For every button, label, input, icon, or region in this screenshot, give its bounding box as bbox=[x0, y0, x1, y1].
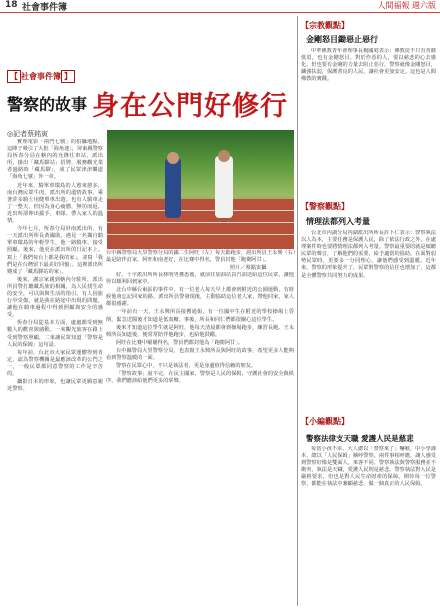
sidebar-title-religion: 金剛怒目鋤惡止惡行 bbox=[306, 35, 378, 44]
paragraph: 一年前有一天，王永興所長接獲通報，有一位國中生在附近的學校操場上昏倒，緊急送醫後才知道是低血糖。事後，所長和同仁們都很關心這位學生。 bbox=[106, 309, 294, 323]
headline-small: 警察的故事 bbox=[7, 95, 88, 114]
running-track bbox=[107, 199, 294, 249]
paragraph: 警察在民眾心中，不只是執法者，更是身邊值得信賴的朋友。 bbox=[116, 363, 257, 370]
sidebar-tag-religion: 【宗教觀點】 bbox=[301, 21, 349, 30]
runner-left-head bbox=[167, 152, 179, 164]
runner-right-head bbox=[218, 150, 230, 162]
section-name: 社會事件簿 bbox=[22, 3, 68, 13]
headline-main: 身在公門好修行 bbox=[92, 91, 288, 122]
track-lane bbox=[107, 210, 294, 211]
article-photo bbox=[107, 130, 294, 249]
photo-caption: 台中縣警察局大里警察分局的國二生阿旺（左）每天勤跑步，證出所員王永興（右）最是陪伴訂家，阿旺和南老好，在比賽中得名，警員封他「跑衛阿甘」。 bbox=[106, 250, 296, 263]
paragraph: 恆春分局從基本方面，處處都受到無數人的歡喜與感動。一來觀光旅客在路上受到警察照顧，二來讓民眾知道「警察是人民的保姆」這句話。 bbox=[7, 320, 103, 348]
masthead: 人間福報 週六版 bbox=[377, 1, 436, 10]
sidebar-tag-editor: 【小編觀點】 bbox=[301, 417, 349, 426]
sidebar-body-police bbox=[301, 230, 436, 400]
track-lane bbox=[107, 222, 294, 223]
sidebar-title-police: 情理法都列入考量 bbox=[306, 217, 370, 226]
paragraph: 攝影日本的形象，也讓民眾更願意親近警察。 bbox=[7, 379, 103, 393]
runner-left-figure bbox=[165, 158, 181, 218]
paragraph: 每年前，台北市大家民眾運體得到肯定，認為警察機關是最應該改革的公門之一，一般民眾都同意警察的工作是辛苦的。 bbox=[7, 349, 103, 377]
column-divider bbox=[297, 16, 298, 606]
paragraph: 後來才知道這位學生就是阿旺，他每天清晨都會到操場跑步，練習長跑。王永興所長知道後，便常常陪伴他跑步，也給他鼓勵。 bbox=[106, 324, 294, 338]
sidebar-body-editor bbox=[301, 446, 436, 604]
photo-credit: 照片／蔡銘寅攝 bbox=[230, 265, 267, 271]
sidebar-body-religion bbox=[301, 48, 436, 178]
paragraph: 台北市內湖分局內湖派出所所長許卜仁表示：警察執法以人為本，主要任務是保護人民，除了依法行政之外，在處理案件時也要將情理法都列入考量。警察最重要的就是傾聽民眾的聲音，了解他們的需要，給予適當的協助。在面對弱勢民眾時，更要多一分同理心，讓他們感受到溫暖。近年來，警察的形象提升了，民眾對警察的信任也增加了，這都是全體警察共同努力的成果。 bbox=[301, 230, 436, 279]
paragraph: 好，十字派出所所長林明男獲悉後，就前往加油站買汽油送給這位民眾，讓他得以順利回到家中。 bbox=[106, 272, 294, 286]
paragraph: 後來，謝宗家親到轄內分駐所，派出所員警打聽藏馬族的相關，為人民找生命的安全，可以與與生活的指引。有人因旅行中受傷，就是我在路途中出現的問題，讓他在騎車過程中得到照顧與安全的感受。 bbox=[7, 276, 103, 319]
article-column-1 bbox=[7, 139, 103, 605]
page-number: 18 bbox=[5, 0, 18, 10]
byline: ◎記者蔡銘寅 bbox=[7, 130, 49, 138]
paragraph: 阿旺在比賽中屢屢得名，警員們都封他為「跑衛阿甘」。 bbox=[116, 339, 244, 346]
paragraph: 台中縣警局大里警察分局，也表揚王永興所長與阿旺的故事，希望更多人能夠看到警察溫暖的一面。 bbox=[106, 347, 294, 362]
track-lane bbox=[107, 234, 294, 235]
paragraph: 中華佛教青年會理事長楊國庭表示：佛教徒不只有菩薩低眉，也有金剛怒目。對於作惡的人，要以慈悲的心去感化，但也要有金剛的力量去阻止惡行。警察就像金剛怒目，鋤強扶弱，保護善良的人民，讓社會更加安定。這也是人間佛教的實踐。 bbox=[301, 48, 436, 83]
paragraph: 北台中縣台東區的事件中，有一位老人每天早上都會到附近的公園運動，有時候他會忘記回家的路。派出所員警發現後，主動協助這位老人家，帶他回家，家人都很感謝。 bbox=[106, 287, 294, 308]
sidebar-tag-police: 【警察觀點】 bbox=[301, 202, 349, 211]
paragraph: 近年來，騎單車環島的人愈來愈多，南台灣民眾牛肉，派出所的溫情故事，乘著許多騎士用健單車出遊。也有人騎車走了一整天，但因為身心疲憊，無功而返。近出所卻伸出援手，車隊、帶入家人的溫情。 bbox=[7, 182, 103, 225]
paragraph: 每當小孩不乖，大人總以「警察來了」嚇唬，中小學課本，總以「人民保姆」稱呼警察。兩件事相呼應，讓人感受到警察好像是雙面人。來客不同，警察執法與警察服務並不衝突，執法是天職，愛護人民則是慈悲。警察執法對人民是嚴格要求，但也是對人民生命財產的保障。期待每一位警察，都能在執法中兼顧慈悲，做一個真正的人民保姆。 bbox=[301, 446, 436, 488]
sidebar-title-editor: 警察法律支天職 愛護人民是慈悲 bbox=[306, 434, 414, 443]
runner-right-figure bbox=[215, 156, 233, 218]
article-column-2 bbox=[106, 272, 294, 606]
article-tag: 【 社會事件簿 】 bbox=[7, 70, 75, 83]
paragraph: 今年七月，恆春分局屏南派出所，有一天派出所所長黃國勛，遇見一名獨自騎單車環島的年輕學生，他一路騎車、接受照顧。後來，他更在派出所的日記本上。寫上「我們每台上都是我的家」，並寫「我們是在台灣留下最美好回憶」。這裡派出所變成了「藏馬驛站的家」。 bbox=[7, 226, 103, 275]
paragraph: 「警察故事」說不完，在民主國家，警察是人民的保姆，守護社會的安全與秩序，我們應該給他們更多的掌聲。 bbox=[106, 371, 294, 385]
paragraph: 實理電影「兩門七號」的拍攝地點，這陣子吸引了大批「海角迷」，屏東縣警察局恆春分局在轄內的允隆往車站，派出所，掛出「藏馬驛站」招牌，服務觀光業者過路時「藏馬驛」，成了民眾津津樂道「海角七號」外一章。 bbox=[7, 139, 103, 181]
